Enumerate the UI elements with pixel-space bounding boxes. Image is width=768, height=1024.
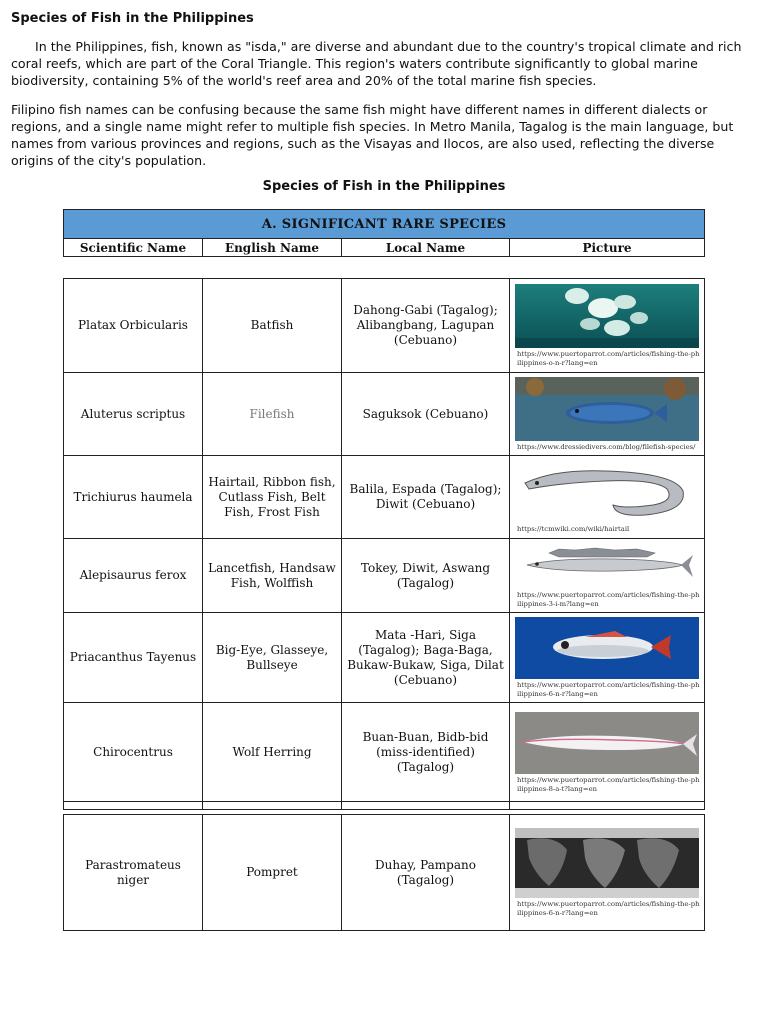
lancetfish-image: [515, 543, 699, 589]
local-name: Buan-Buan, Bidb-bid (miss-identified) (Tagalog): [342, 703, 510, 802]
english-name: Pompret: [203, 815, 342, 931]
scientific-name: Aluterus scriptus: [64, 373, 203, 456]
scientific-name: Priacanthus Tayenus: [64, 613, 203, 703]
pompret-image: [515, 828, 699, 898]
scientific-name: Parastromateus niger: [64, 815, 203, 931]
scientific-name: Platax Orbicularis: [64, 279, 203, 373]
picture-cell: [510, 539, 705, 613]
table-row: [64, 539, 705, 613]
local-name: Saguksok (Cebuano): [342, 373, 510, 456]
table-row: [64, 613, 705, 703]
batfish-image: [515, 284, 699, 348]
picture-cell: [510, 703, 705, 802]
scientific-name: Alepisaurus ferox: [64, 539, 203, 613]
english-name: Lancetfish, Handsaw Fish, Wolffish: [203, 539, 342, 613]
picture-cell: [510, 373, 705, 456]
table-row: [64, 703, 705, 802]
table-row-spacer: [64, 802, 705, 810]
english-name: Batfish: [203, 279, 342, 373]
scientific-name: Trichiurus haumela: [64, 456, 203, 539]
hairtail-image: [515, 461, 699, 523]
local-name: Dahong-Gabi (Tagalog); Alibangbang, Lagupan (Cebuano): [342, 279, 510, 373]
table-row: [64, 373, 705, 456]
naming-paragraph: Filipino fish names can be confusing because the same fish might have different names in different dialects or regions, and a single name might refer to multiple fish species. In Metro Manila, Tagalog is the main language, but names from various provinces and regions, such as the Visayas and Ilocos, are also used, reflecting the diverse origins of the city's population.: [11, 102, 734, 168]
column-header-local: Local Name: [342, 239, 510, 257]
picture-cell: [510, 456, 705, 539]
table-title: Species of Fish in the Philippines: [262, 179, 506, 194]
filefish-image: [515, 377, 699, 441]
scientific-name: Chirocentrus: [64, 703, 203, 802]
image-source-link[interactable]: https://www.puertoparrot.com/articles/fishing-the-philippines-o-n-r?lang=en: [517, 350, 700, 367]
species-table-continued: [63, 814, 705, 931]
picture-cell: [510, 613, 705, 703]
section-title: A. SIGNIFICANT RARE SPECIES: [64, 210, 705, 239]
english-name: Big-Eye, Glasseye, Bullseye: [203, 613, 342, 703]
intro-paragraph: In the Philippines, fish, known as "isda," are diverse and abundant due to the country's tropical climate and rich coral reefs, which are part of the Coral Triangle. This region's waters contribute significantly to global marine biodiversity, containing 5% of the world's reef area and 20% of the total marine fish species.: [11, 39, 742, 88]
column-header-english: English Name: [203, 239, 342, 257]
local-name: Mata -Hari, Siga (Tagalog); Baga-Baga, Bukaw-Bukaw, Siga, Dilat (Cebuano): [342, 613, 510, 703]
local-name: Tokey, Diwit, Aswang (Tagalog): [342, 539, 510, 613]
table-row: [64, 815, 705, 931]
picture-cell: [510, 279, 705, 373]
english-name: Hairtail, Ribbon fish, Cutlass Fish, Belt Fish, Frost Fish: [203, 456, 342, 539]
image-source-link[interactable]: https://www.puertoparrot.com/articles/fishing-the-philippines-6-n-r?lang=en: [517, 681, 700, 698]
document-title: Species of Fish in the Philippines: [11, 11, 254, 26]
column-header-scientific: Scientific Name: [64, 239, 203, 257]
wolf-herring-image: [515, 712, 699, 774]
image-source-link[interactable]: https://www.puertoparrot.com/articles/fishing-the-philippines-8-a-t?lang=en: [517, 775, 700, 793]
picture-cell: [510, 815, 705, 931]
local-name: Balila, Espada (Tagalog); Diwit (Cebuano): [342, 456, 510, 539]
english-name: Wolf Herring: [203, 703, 342, 802]
column-header-picture: Picture: [510, 239, 705, 257]
table-row: [64, 456, 705, 539]
species-table-header: [63, 209, 705, 257]
image-source-link[interactable]: https://www.puertoparrot.com/articles/fishing-the-philippines-6-n-r?lang=en: [517, 900, 700, 917]
bigeye-image: [515, 617, 699, 679]
image-source-link[interactable]: https://www.dressiedivers.com/blog/filefish-species/: [517, 443, 696, 451]
image-source-link[interactable]: https://tcmwiki.com/wiki/hairtail: [517, 525, 630, 533]
image-source-link[interactable]: https://www.puertoparrot.com/articles/fishing-the-philippines-3-i-m?lang=en: [517, 591, 700, 608]
local-name: Duhay, Pampano (Tagalog): [342, 815, 510, 931]
english-name: Filefish: [203, 373, 342, 456]
table-row: [64, 279, 705, 373]
species-table: [63, 278, 705, 810]
